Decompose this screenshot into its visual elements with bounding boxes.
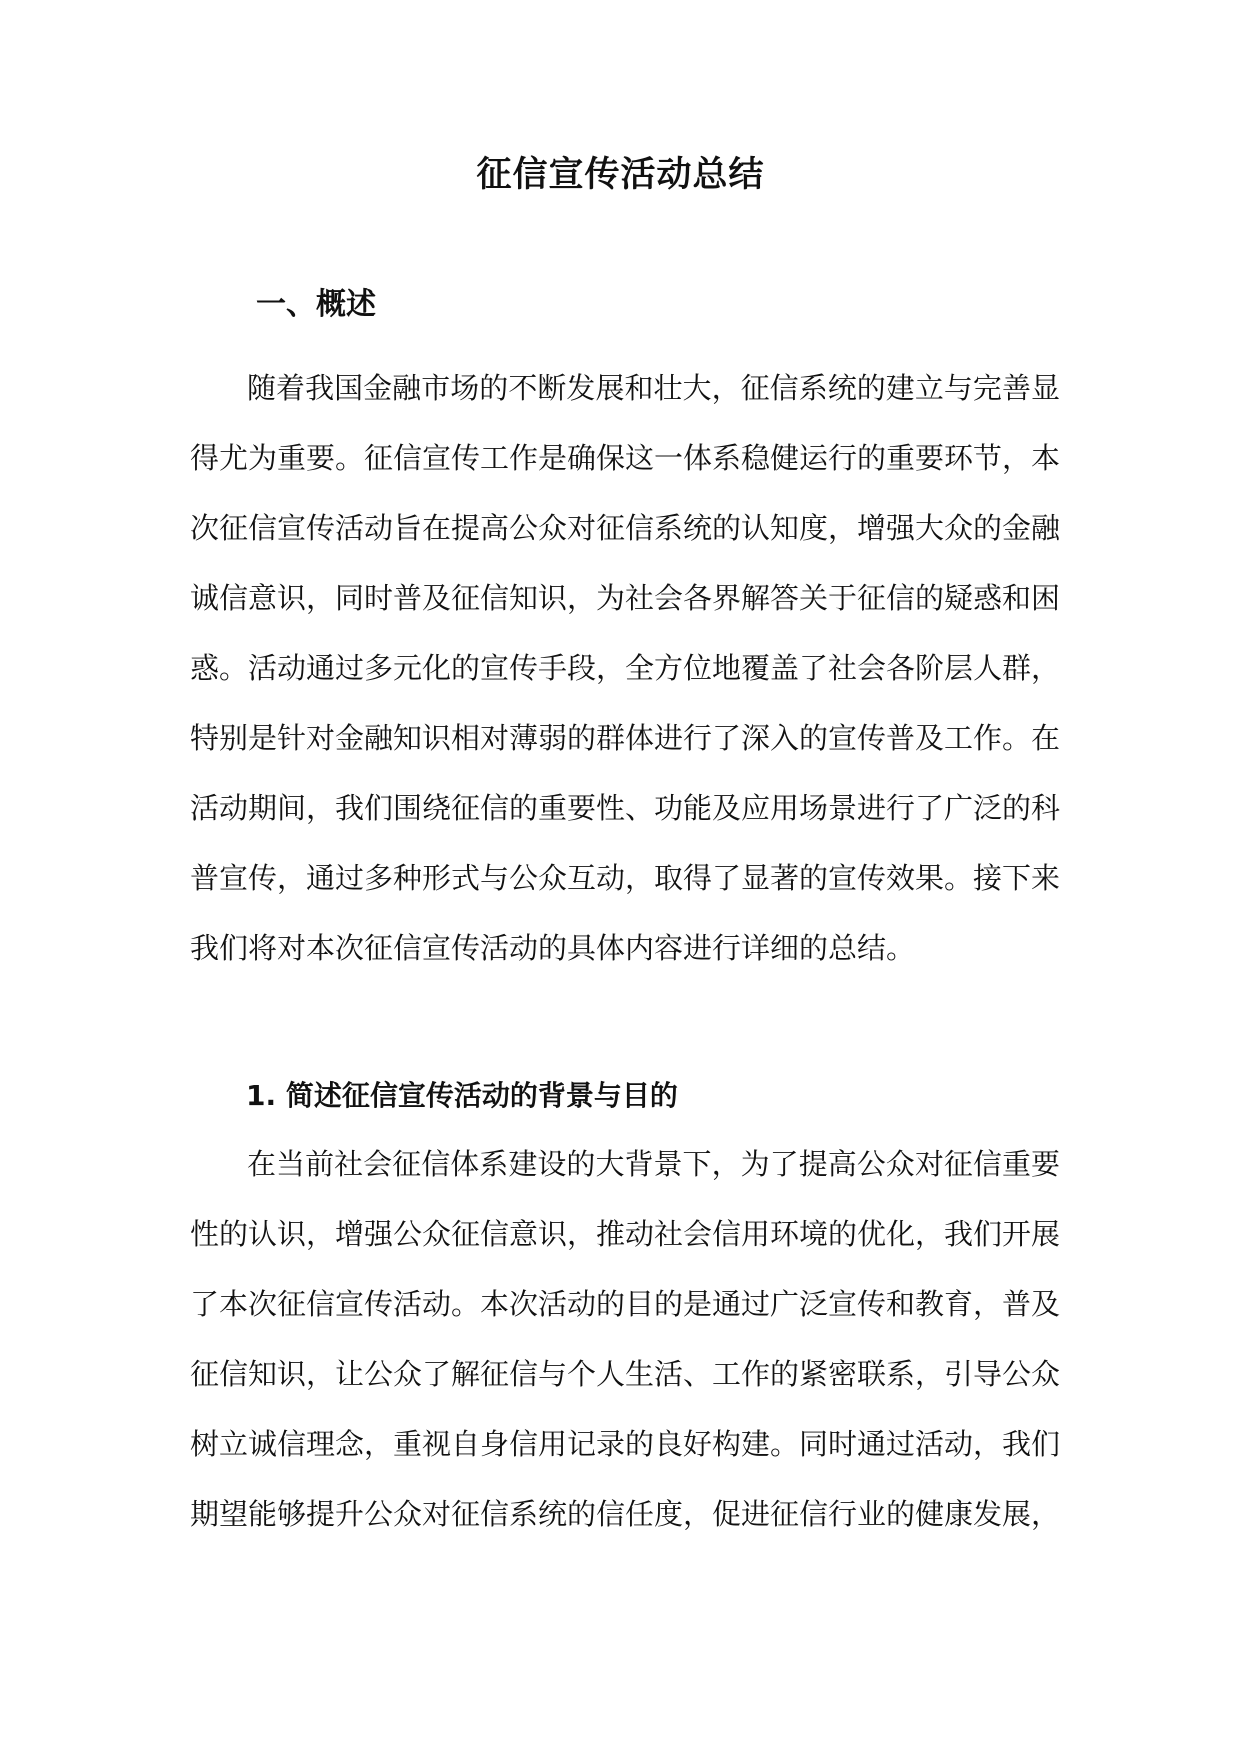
- paragraph-line: 在当前社会征信体系建设的大背景下，为了提高公众对征信重要: [247, 1147, 1060, 1181]
- paragraph-line: 活动期间，我们围绕征信的重要性、功能及应用场景进行了广泛的科: [190, 791, 1061, 825]
- paragraph-line: 次征信宣传活动旨在提高公众对征信系统的认知度，增强大众的金融: [190, 511, 1061, 545]
- paragraph-line: 诚信意识，同时普及征信知识，为社会各界解答关于征信的疑惑和困: [190, 581, 1061, 615]
- paragraph-line: 我们将对本次征信宣传活动的具体内容进行详细的总结。: [190, 931, 916, 965]
- paragraph-line: 性的认识，增强公众征信意识，推动社会信用环境的优化，我们开展: [190, 1217, 1061, 1251]
- document-title: 征信宣传活动总结: [476, 155, 765, 195]
- subsection-heading-background: 1. 简述征信宣传活动的背景与目的: [246, 1079, 678, 1112]
- paragraph-line: 期望能够提升公众对征信系统的信任度，促进征信行业的健康发展，: [190, 1497, 1061, 1531]
- overview-paragraph: [190, 353, 1060, 983]
- paragraph-line: 随着我国金融市场的不断发展和壮大，征信系统的建立与完善显: [247, 371, 1060, 405]
- background-paragraph: [190, 1129, 1060, 1549]
- paragraph-line: 了本次征信宣传活动。本次活动的目的是通过广泛宣传和教育，普及: [190, 1287, 1061, 1321]
- paragraph-line: 征信知识，让公众了解征信与个人生活、工作的紧密联系，引导公众: [190, 1357, 1061, 1391]
- paragraph-line: 普宣传，通过多种形式与公众互动，取得了显著的宣传效果。接下来: [190, 861, 1061, 895]
- paragraph-line: 惑。活动通过多元化的宣传手段，全方位地覆盖了社会各阶层人群，: [190, 651, 1061, 685]
- paragraph-line: 树立诚信理念，重视自身信用记录的良好构建。同时通过活动，我们: [190, 1427, 1061, 1461]
- section-heading-overview: 一、概述: [256, 287, 376, 322]
- paragraph-line: 特别是针对金融知识相对薄弱的群体进行了深入的宣传普及工作。在: [190, 721, 1061, 755]
- paragraph-line: 得尤为重要。征信宣传工作是确保这一体系稳健运行的重要环节，本: [190, 441, 1061, 475]
